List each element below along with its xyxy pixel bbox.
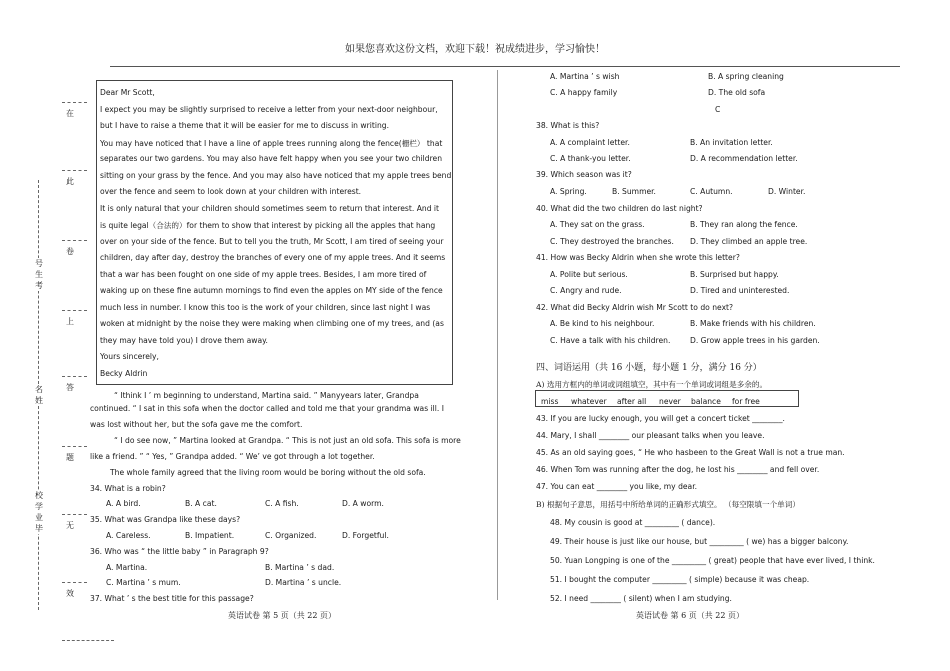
option: C. A happy family: [550, 88, 618, 97]
letter-line: separates our two gardens. You may also have felt happy when you see your two children: [100, 154, 443, 163]
option: D. Winter.: [768, 187, 806, 196]
margin-rule: [62, 170, 87, 171]
cut-word: 效: [66, 589, 74, 598]
letter-line: that a war has been fought on one side of my apple trees. Besides, I am more tired of: [100, 270, 427, 279]
letter-line: but I have to raise a theme that it will be easier for me to discuss in writing.: [100, 121, 389, 130]
cut-word: 无: [66, 521, 74, 530]
question-stem: 34. What is a robin?: [90, 484, 166, 493]
option: D. Grow apple trees in his garden.: [690, 336, 820, 345]
letter-line: It is only natural that your children should sometimes seem to return that interest. And it: [100, 204, 440, 213]
header-rule: [110, 66, 900, 67]
option: B. They ran along the fence.: [690, 220, 798, 229]
margin-rule: [62, 514, 87, 515]
option: A. Polite but serious.: [550, 270, 628, 279]
field-name: 名姓: [35, 385, 43, 405]
word: after all: [617, 397, 647, 406]
fill-item: 44. Mary, I shall ________ our pleasant talks when you leave.: [536, 431, 765, 440]
option: A. They sat on the grass.: [550, 220, 645, 229]
option: A. A complaint letter.: [550, 138, 630, 147]
question-stem: 40. What did the two children do last night?: [536, 204, 703, 213]
binding-line-bottom: [62, 640, 114, 641]
question-stem: 38. What is this?: [536, 121, 600, 130]
option: D. A worm.: [342, 499, 384, 508]
question-stem: 37. What ’ s the best title for this passage?: [90, 594, 254, 603]
option: A. Spring.: [550, 187, 587, 196]
letter-signature: Becky Aldrin: [100, 369, 148, 378]
cut-word: 答: [66, 383, 74, 392]
letter-line: they may have told you) I drove them away.: [100, 336, 268, 345]
cut-word: 在: [66, 109, 74, 118]
option: B. Impatient.: [185, 531, 235, 540]
word: never: [659, 397, 681, 406]
fill-item: 48. My cousin is good at _________ ( dance).: [550, 518, 716, 527]
passage-line: The whole family agreed that the living room would be boring without the old sofa.: [110, 468, 426, 477]
handwritten-answer: C: [715, 105, 721, 114]
question-stem: 41. How was Becky Aldrin when she wrote this letter?: [536, 253, 740, 262]
margin-rule: [62, 240, 87, 241]
footer-right: 英语试卷 第 6 页（共 22 页）: [636, 611, 744, 620]
option: A. Martina ’ s wish: [550, 72, 620, 81]
fill-item: 52. I need ________ ( silent) when I am studying.: [550, 594, 732, 603]
fill-item: 50. Yuan Longping is one of the _________ ( great) people that have ever lived, I think.: [550, 556, 875, 565]
word: whatever: [571, 397, 607, 406]
option: D. Forgetful.: [342, 531, 389, 540]
option: C. Angry and rude.: [550, 286, 622, 295]
passage-line: was lost without her, but the sofa gave me the comfort.: [90, 420, 303, 429]
option: B. Martina ’ s dad.: [265, 563, 335, 572]
margin-rule: [62, 310, 87, 311]
question-stem: 39. Which season was it?: [536, 170, 632, 179]
option: C. A thank-you letter.: [550, 154, 631, 163]
letter-line: waking up on these fine autumn mornings to find even the apples on MY side of the fence: [100, 286, 443, 295]
cut-word: 上: [66, 317, 74, 326]
letter-line: woken at midnight by the noise they were making when climbing one of my trees, and (as: [100, 319, 444, 328]
page-header: 如果您喜欢这份文档，欢迎下载！祝成绩进步，学习愉快！: [345, 44, 605, 55]
passage-line: like a friend. ” “ Yes, ” Grandpa added. “ We’ ve got through a lot together.: [90, 452, 375, 461]
letter-line: over the fence and seem to look down at your children with interest.: [100, 187, 362, 196]
option: A. Martina.: [106, 563, 148, 572]
fill-item: 51. I bought the computer _________ ( simple) because it was cheap.: [550, 575, 810, 584]
fill-item: 49. Their house is just like our house, but _________ ( we) has a bigger balcony.: [550, 537, 849, 546]
letter-line: much less in number. I know this too is the work of your children, since last night I was: [100, 303, 431, 312]
option: B. Surprised but happy.: [690, 270, 779, 279]
letter-line: is quite legal（合法的）for them to show that interest by picking all the apples that hang: [100, 221, 436, 230]
part-b-instruction: B) 根据句子意思，用括号中所给单词的正确形式填空。 （每空限填一个单词）: [536, 500, 800, 509]
question-stem: 35. What was Grandpa like these days?: [90, 515, 241, 524]
word: miss: [541, 397, 559, 406]
question-stem: 36. Who was “ the little baby ” in Paragraph 9?: [90, 547, 269, 556]
option: A. A bird.: [106, 499, 141, 508]
fill-item: 45. As an old saying goes, “ He who hasbeen to the Great Wall is not a true man.: [536, 448, 845, 457]
cut-word: 此: [66, 177, 74, 186]
letter-line: Yours sincerely,: [100, 352, 159, 361]
passage-line: continued. “ I sat in this sofa when the doctor called and told me that your grandma was ill. I: [90, 404, 444, 413]
letter-line: sitting on your grass by the fence. And you may also have noticed that my apple trees bend: [100, 171, 452, 180]
word: for free: [732, 397, 760, 406]
option: C. Martina ’ s mum.: [106, 578, 181, 587]
margin-rule: [62, 376, 87, 377]
section-title: 四、词语运用（共 16 小题，每小题 1 分，满分 16 分）: [536, 363, 762, 373]
option: D. They climbed an apple tree.: [690, 237, 808, 246]
cut-word: 卷: [66, 247, 74, 256]
letter-line: I expect you may be slightly surprised to receive a letter from your next-door neighbour,: [100, 105, 438, 114]
field-exam-number: 号生考: [35, 259, 43, 290]
passage-line: “ I do see now, ” Martina looked at Grandpa. “ This is not just an old sofa. This sofa is more: [114, 436, 461, 445]
option: B. Make friends with his children.: [690, 319, 816, 328]
option: C. Organized.: [265, 531, 317, 540]
question-stem: 42. What did Becky Aldrin wish Mr Scott to do next?: [536, 303, 734, 312]
fill-item: 43. If you are lucky enough, you will get a concert ticket ________.: [536, 414, 785, 423]
word: balance: [691, 397, 721, 406]
option: B. A spring cleaning: [708, 72, 784, 81]
option: D. The old sofa: [708, 88, 766, 97]
footer-left: 英语试卷 第 5 页（共 22 页）: [228, 611, 336, 620]
option: C. A fish.: [265, 499, 299, 508]
option: C. Have a talk with his children.: [550, 336, 671, 345]
fill-item: 47. You can eat ________ you like, my dear.: [536, 482, 698, 491]
margin-rule: [62, 582, 87, 583]
option: D. Tired and uninterested.: [690, 286, 790, 295]
letter-line: You may have noticed that I have a line of apple trees running along the fence(栅栏） that: [100, 139, 443, 148]
column-divider: [497, 70, 498, 600]
letter-line: Dear Mr Scott,: [100, 88, 155, 97]
letter-line: children, day after day, destroy the branches of every one of my apple trees. And it seems: [100, 253, 446, 262]
part-a-instruction: A) 选用方框内的单词或词组填空，其中有一个单词或词组是多余的。: [536, 380, 768, 389]
option: B. A cat.: [185, 499, 217, 508]
option: A. Be kind to his neighbour.: [550, 319, 655, 328]
option: D. Martina ’ s uncle.: [265, 578, 342, 587]
field-school: 校学业毕: [35, 491, 43, 533]
option: B. An invitation letter.: [690, 138, 773, 147]
letter-line: over on your side of the fence. But to tell you the truth, Mr Scott, I am tired of seeing your: [100, 237, 444, 246]
option: B. Summer.: [612, 187, 656, 196]
passage-line: “ Ithink I ’ m beginning to understand, Martina said. ” Manyyears later, Grandpa: [114, 391, 419, 400]
option: C. Autumn.: [690, 187, 733, 196]
margin-rule: [62, 102, 87, 103]
option: D. A recommendation letter.: [690, 154, 798, 163]
cut-word: 题: [66, 453, 74, 462]
option: C. They destroyed the branches.: [550, 237, 674, 246]
margin-rule: [62, 446, 87, 447]
fill-item: 46. When Tom was running after the dog, he lost his ________ and fell over.: [536, 465, 820, 474]
option: A. Careless.: [106, 531, 151, 540]
